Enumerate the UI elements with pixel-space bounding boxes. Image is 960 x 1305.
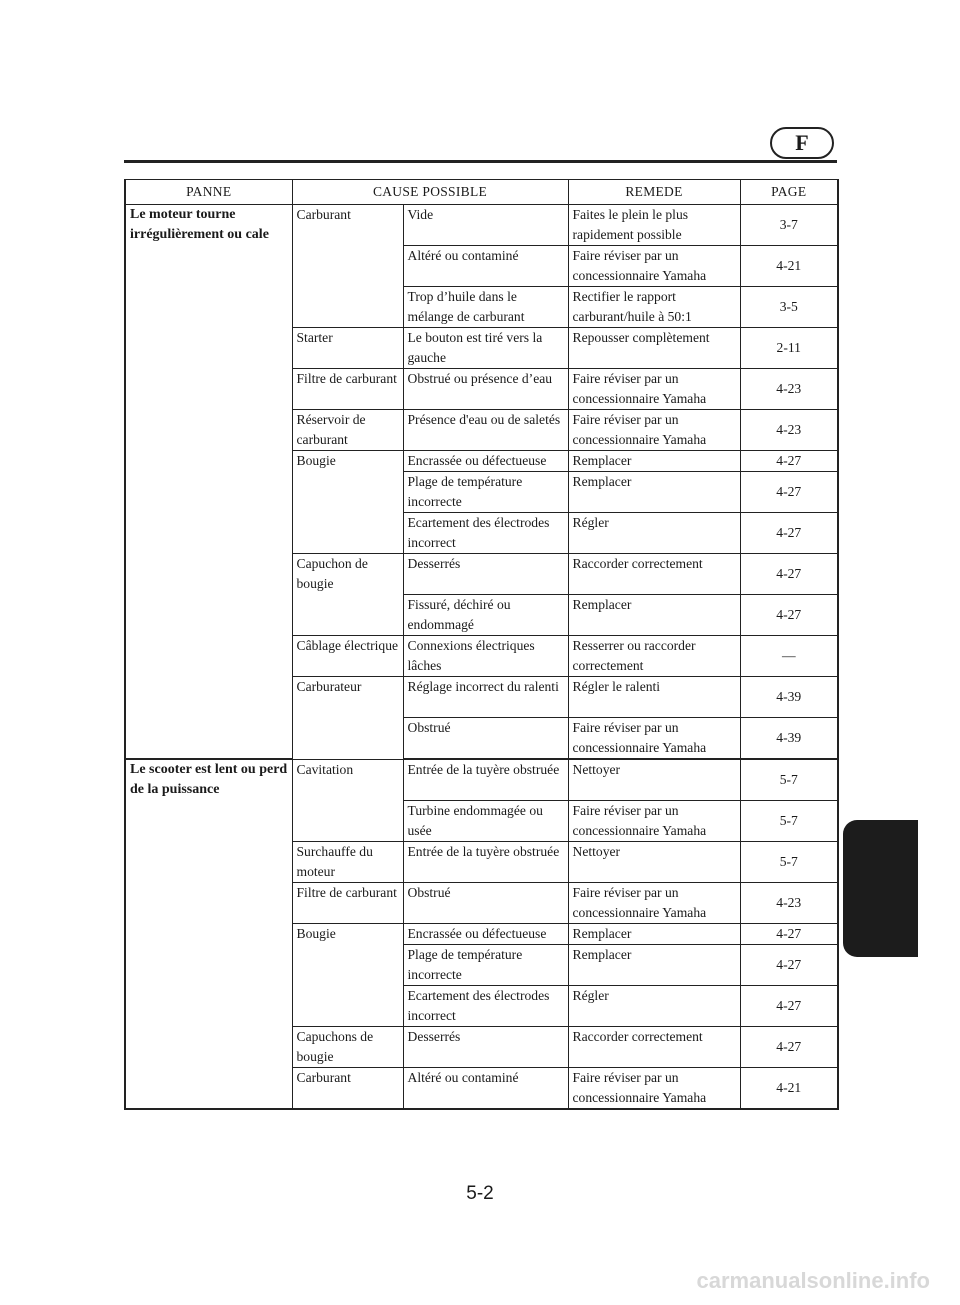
cause-detail-cell: Altéré ou contaminé — [403, 246, 568, 287]
page-ref-cell: 4-27 — [740, 451, 838, 472]
remede-cell: Remplacer — [568, 944, 740, 985]
panne-cell: Le moteur tourne irrégulièrement ou cale — [125, 205, 292, 760]
remede-cell: Raccorder correctement — [568, 1026, 740, 1067]
cause-cell: Starter — [292, 328, 403, 369]
page-number: 5-2 — [466, 1183, 494, 1204]
remede-cell: Remplacer — [568, 472, 740, 513]
cause-detail-cell: Trop d’huile dans le mélange de carburant — [403, 287, 568, 328]
cause-detail-cell: Plage de température incorrecte — [403, 944, 568, 985]
remede-cell: Rectifier le rapport carburant/huile à 50:1 — [568, 287, 740, 328]
page-ref-cell: 4-23 — [740, 369, 838, 410]
remede-cell: Raccorder correctement — [568, 554, 740, 595]
remede-cell: Faire réviser par un concessionnaire Yamaha — [568, 246, 740, 287]
page-ref-cell: 5-7 — [740, 759, 838, 800]
page-ref-cell: 4-23 — [740, 410, 838, 451]
page-ref-cell: 4-27 — [740, 944, 838, 985]
remede-cell: Repousser complètement — [568, 328, 740, 369]
header-remede: REMEDE — [568, 180, 740, 205]
cause-detail-cell: Entrée de la tuyère obstruée — [403, 841, 568, 882]
remede-cell: Régler le ralenti — [568, 677, 740, 718]
remede-cell: Faire réviser par un concessionnaire Yamaha — [568, 718, 740, 760]
troubleshooting-table — [124, 179, 839, 1110]
cause-detail-cell: Obstrué ou présence d’eau — [403, 369, 568, 410]
cause-cell: Carburant — [292, 205, 403, 328]
cause-cell: Carburateur — [292, 677, 403, 760]
page-ref-cell: 4-27 — [740, 595, 838, 636]
cause-detail-cell: Altéré ou contaminé — [403, 1067, 568, 1109]
panne-cell: Le scooter est lent ou perd de la puissance — [125, 759, 292, 1109]
cause-detail-cell: Connexions électriques lâches — [403, 636, 568, 677]
cause-detail-cell: Vide — [403, 205, 568, 246]
page-ref-cell: 4-21 — [740, 1067, 838, 1109]
page-ref-cell: 2-11 — [740, 328, 838, 369]
page-ref-cell: 4-27 — [740, 985, 838, 1026]
table-row — [125, 205, 838, 246]
page-ref-cell: 5-7 — [740, 800, 838, 841]
header-page: PAGE — [740, 180, 838, 205]
language-badge: F — [770, 127, 834, 159]
cause-detail-cell: Obstrué — [403, 882, 568, 923]
cause-detail-cell: Présence d'eau ou de saletés — [403, 410, 568, 451]
page-ref-cell: 4-27 — [740, 923, 838, 944]
remede-cell: Remplacer — [568, 451, 740, 472]
cause-cell: Bougie — [292, 451, 403, 554]
cause-detail-cell: Encrassée ou défectueuse — [403, 923, 568, 944]
page-ref-cell: 4-27 — [740, 1026, 838, 1067]
remede-cell: Remplacer — [568, 923, 740, 944]
page-ref-cell: 4-27 — [740, 513, 838, 554]
cause-detail-cell: Ecartement des électrodes incorrect — [403, 985, 568, 1026]
cause-detail-cell: Le bouton est tiré vers la gauche — [403, 328, 568, 369]
remede-cell: Faire réviser par un concessionnaire Yamaha — [568, 1067, 740, 1109]
page-ref-cell: 4-27 — [740, 554, 838, 595]
page-ref-cell: 4-21 — [740, 246, 838, 287]
cause-detail-cell: Réglage incorrect du ralenti — [403, 677, 568, 718]
remede-cell: Remplacer — [568, 595, 740, 636]
table-body — [125, 205, 838, 1109]
header-rule — [124, 160, 837, 163]
cause-detail-cell: Encrassée ou défectueuse — [403, 451, 568, 472]
page-ref-cell: 4-39 — [740, 718, 838, 760]
cause-cell: Réservoir de carburant — [292, 410, 403, 451]
header-cause: CAUSE POSSIBLE — [292, 180, 568, 205]
page-ref-cell: — — [740, 636, 838, 677]
remede-cell: Régler — [568, 513, 740, 554]
cause-cell: Câblage électrique — [292, 636, 403, 677]
table-header-row — [125, 180, 838, 205]
remede-cell: Faire réviser par un concessionnaire Yamaha — [568, 882, 740, 923]
cause-cell: Carburant — [292, 1067, 403, 1109]
cause-detail-cell: Entrée de la tuyère obstruée — [403, 759, 568, 800]
remede-cell: Régler — [568, 985, 740, 1026]
cause-detail-cell: Obstrué — [403, 718, 568, 760]
remede-cell: Nettoyer — [568, 759, 740, 800]
header-panne: PANNE — [125, 180, 292, 205]
chapter-side-tab — [843, 820, 918, 957]
page-ref-cell: 3-5 — [740, 287, 838, 328]
remede-cell: Faire réviser par un concessionnaire Yamaha — [568, 800, 740, 841]
page-ref-cell: 5-7 — [740, 841, 838, 882]
remede-cell: Faire réviser par un concessionnaire Yamaha — [568, 410, 740, 451]
cause-detail-cell: Turbine endommagée ou usée — [403, 800, 568, 841]
page-ref-cell: 3-7 — [740, 205, 838, 246]
remede-cell: Nettoyer — [568, 841, 740, 882]
watermark: carmanualsonline.info — [696, 1268, 930, 1293]
page-ref-cell: 4-23 — [740, 882, 838, 923]
cause-cell: Surchauffe du moteur — [292, 841, 403, 882]
remede-cell: Resserrer ou raccorder correctement — [568, 636, 740, 677]
cause-detail-cell: Desserrés — [403, 1026, 568, 1067]
cause-detail-cell: Plage de température incorrecte — [403, 472, 568, 513]
cause-cell: Filtre de carburant — [292, 882, 403, 923]
cause-cell: Filtre de carburant — [292, 369, 403, 410]
remede-cell: Faites le plein le plus rapidement possible — [568, 205, 740, 246]
cause-cell: Bougie — [292, 923, 403, 1026]
cause-cell: Capuchon de bougie — [292, 554, 403, 636]
cause-detail-cell: Desserrés — [403, 554, 568, 595]
cause-detail-cell: Ecartement des électrodes incorrect — [403, 513, 568, 554]
table-row — [125, 759, 838, 800]
cause-cell: Cavitation — [292, 759, 403, 841]
cause-detail-cell: Fissuré, déchiré ou endommagé — [403, 595, 568, 636]
remede-cell: Faire réviser par un concessionnaire Yamaha — [568, 369, 740, 410]
page-ref-cell: 4-39 — [740, 677, 838, 718]
page-ref-cell: 4-27 — [740, 472, 838, 513]
cause-cell: Capuchons de bougie — [292, 1026, 403, 1067]
